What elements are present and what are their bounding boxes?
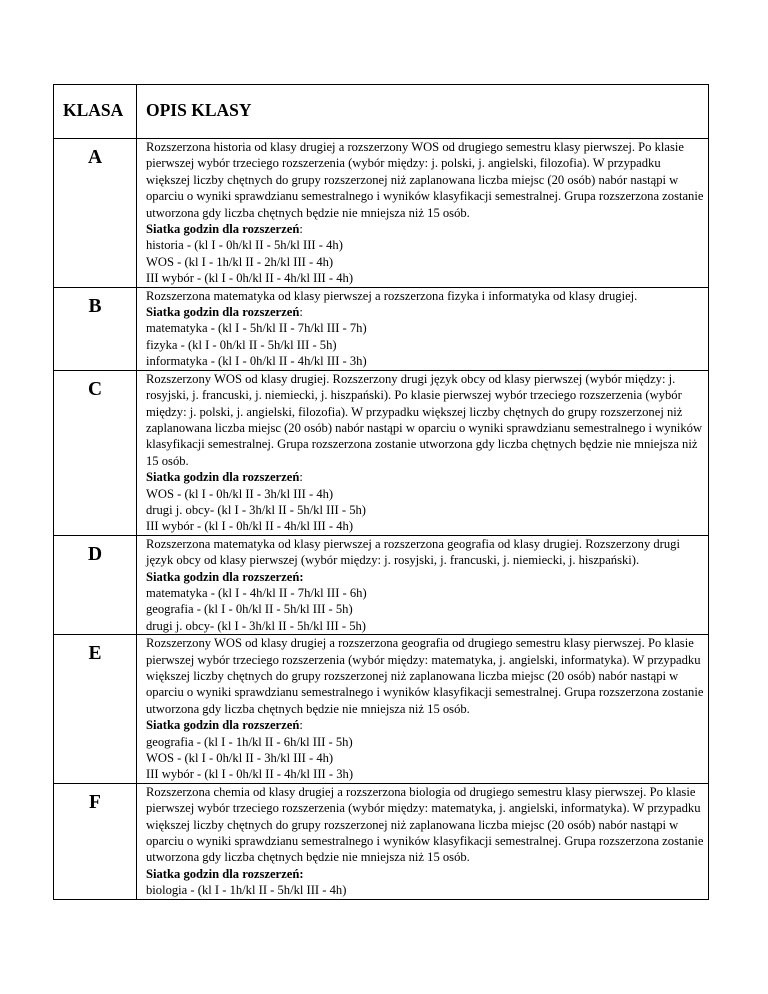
hours-grid-title-bold: Siatka godzin dla rozszerzeń — [146, 222, 300, 237]
hours-line: WOS - (kl I - 0h/kl II - 3h/kl III - 4h) — [146, 751, 334, 766]
header-cell-opis — [137, 85, 709, 139]
class-row — [54, 370, 709, 535]
class-letter-cell — [54, 139, 137, 288]
hours-line: informatyka - (kl I - 0h/kl II - 4h/kl III - 3h) — [146, 354, 367, 369]
class-row — [54, 287, 709, 370]
class-letter: F — [89, 791, 101, 813]
hours-grid-title — [146, 717, 705, 733]
hours-line: drugi j. obcy- (kl I - 3h/kl II - 5h/kl III - 5h) — [146, 618, 366, 633]
header-cell-klasa — [54, 85, 137, 139]
class-description-text: Rozszerzona chemia od klasy drugiej a rozszerzona biologia od drugiego semestru klasy pierwszej. Po klasie pierwszej wybór trzeciego rozszerzenia (wybór między: matematyka, j. angielski, informatyka). W przypadku większej liczby chętnych do grupy rozszerzonej niż zaplanowana liczba miejsc (20 osób) nabór nastąpi w oparciu o wyniki sprawdzianu semestralnego i wyników klasyfikacji semestralnej. Grupa rozszerzona zostanie utworzona gdy liczba chętnych będzie nie mniejsza niż 15 osób. — [146, 784, 704, 865]
class-letter: C — [87, 378, 103, 400]
class-description-cell — [137, 287, 709, 370]
class-description-cell — [137, 535, 709, 634]
hours-grid-title-bold: Siatka godzin dla rozszerzeń — [146, 470, 300, 485]
class-description — [137, 288, 708, 370]
header-opis-klasy: OPIS KLASY — [146, 100, 252, 120]
hours-line: III wybór - (kl I - 0h/kl II - 4h/kl III - 4h) — [146, 271, 354, 286]
hours-line: geografia - (kl I - 0h/kl II - 5h/kl III - 5h) — [146, 602, 353, 617]
class-description — [137, 784, 708, 899]
hours-grid-title-suffix: : — [299, 470, 303, 485]
hours-line: WOS - (kl I - 0h/kl II - 3h/kl III - 4h) — [146, 486, 334, 501]
class-letter-cell — [54, 287, 137, 370]
class-row — [54, 139, 709, 288]
class-description-cell — [137, 783, 709, 899]
hours-line: biologia - (kl I - 1h/kl II - 5h/kl III - 4h) — [146, 883, 347, 898]
hours-grid-title — [146, 469, 705, 485]
class-row — [54, 535, 709, 634]
hours-line: III wybór - (kl I - 0h/kl II - 4h/kl III - 3h) — [146, 767, 354, 782]
class-table — [53, 84, 709, 900]
hours-grid-title-bold: Siatka godzin dla rozszerzeń: — [146, 866, 304, 881]
class-letter: E — [88, 643, 102, 665]
hours-grid-title-bold: Siatka godzin dla rozszerzeń — [146, 305, 300, 320]
header-klasa: KLASA — [63, 100, 124, 120]
hours-line: matematyka - (kl I - 4h/kl II - 7h/kl III - 6h) — [146, 585, 367, 600]
class-letter-cell — [54, 370, 137, 535]
class-letter: D — [87, 543, 103, 565]
hours-line: III wybór - (kl I - 0h/kl II - 4h/kl III - 4h) — [146, 519, 354, 534]
hours-line: geografia - (kl I - 1h/kl II - 6h/kl III - 5h) — [146, 734, 353, 749]
class-description-cell — [137, 370, 709, 535]
class-description-text: Rozszerzony WOS od klasy drugiej a rozszerzona geografia od drugiego semestru klasy pierwszej. Po klasie pierwszej wybór trzeciego rozszerzenia (wybór między: matematyka, j. angielski, informatyka). W przypadku większej liczby chętnych do grupy rozszerzonej niż zaplanowana liczba miejsc (20 osób) nabór nastąpi w oparciu o wyniki sprawdzianu semestralnego i wyników klasyfikacji semestralnej. Grupa rozszerzona zostanie utworzona gdy liczba chętnych będzie nie mniejsza niż 15 osób. — [146, 636, 704, 716]
hours-line: fizyka - (kl I - 0h/kl II - 5h/kl III - 5h) — [146, 337, 337, 352]
hours-grid-title — [146, 304, 705, 320]
class-letter-cell — [54, 535, 137, 634]
class-description — [137, 139, 708, 287]
class-description-text: Rozszerzona matematyka od klasy pierwszej a rozszerzona fizyka i informatyka od klasy drugiej. — [146, 288, 638, 303]
hours-grid-title-suffix: : — [299, 305, 303, 320]
class-description-cell — [137, 139, 709, 288]
class-description-text: Rozszerzony WOS od klasy drugiej. Rozszerzony drugi język obcy od klasy pierwszej (wybór między: j. rosyjski, j. francuski, j. niemiecki, j. hiszpański). Po klasie pierwszej wybór trzeciego rozszerzenia (wybór między: j. polski, j. angielski, filozofia). W przypadku większej liczby chętnych do grupy rozszerzonej niż zaplanowana liczba miejsc (20 osób) nabór nastąpi w oparciu o wyniki sprawdzianu semestralnego i wyników klasyfikacji semestralnej. Grupa rozszerzona zostanie utworzona gdy liczba chętnych będzie nie mniejsza niż 15 osób. — [146, 371, 703, 468]
hours-line: historia - (kl I - 0h/kl II - 5h/kl III - 4h) — [146, 238, 343, 253]
hours-line: matematyka - (kl I - 5h/kl II - 7h/kl III - 7h) — [146, 321, 367, 336]
hours-grid-title — [146, 866, 705, 882]
class-letter: A — [87, 147, 103, 168]
hours-grid-title-bold: Siatka godzin dla rozszerzeń: — [146, 569, 304, 584]
hours-grid-title-suffix: : — [299, 222, 303, 237]
hours-grid-title — [146, 569, 705, 585]
class-description — [137, 635, 708, 783]
class-letter-cell — [54, 783, 137, 899]
hours-grid-title-suffix: : — [299, 718, 303, 733]
class-description-text: Rozszerzona historia od klasy drugiej a rozszerzony WOS od drugiego semestru klasy pierwszej. Po klasie pierwszej wybór trzeciego rozszerzenia (wybór między: j. polski, j. angielski, filozofia). W przypadku większej liczby chętnych do grupy rozszerzonej niż zaplanowana liczba miejsc (20 osób) nabór nastąpi w oparciu o wyniki sprawdzianu semestralnego i wyników klasyfikacji semestralnej. Grupa rozszerzona zostanie utworzona gdy liczba chętnych będzie nie mniejsza niż 15 osób. — [146, 140, 704, 220]
hours-grid-title-bold: Siatka godzin dla rozszerzeń — [146, 718, 300, 733]
class-letter: B — [88, 295, 102, 317]
class-table-body — [54, 85, 709, 900]
table-header-row — [54, 85, 709, 139]
class-letter-cell — [54, 635, 137, 784]
class-description-text: Rozszerzona matematyka od klasy pierwszej a rozszerzona geografia od klasy drugiej. Rozszerzony drugi język obcy od klasy pierwszej (wybór między: j. rosyjski, j. francuski, j. niemiecki, j. hiszpański). — [146, 536, 680, 568]
class-description-cell — [137, 635, 709, 784]
class-row — [54, 783, 709, 899]
hours-line: drugi j. obcy- (kl I - 3h/kl II - 5h/kl III - 5h) — [146, 502, 366, 517]
hours-line: WOS - (kl I - 1h/kl II - 2h/kl III - 4h) — [146, 254, 334, 269]
class-row — [54, 635, 709, 784]
class-description — [137, 371, 708, 535]
class-description — [137, 536, 708, 634]
hours-grid-title — [146, 221, 705, 237]
